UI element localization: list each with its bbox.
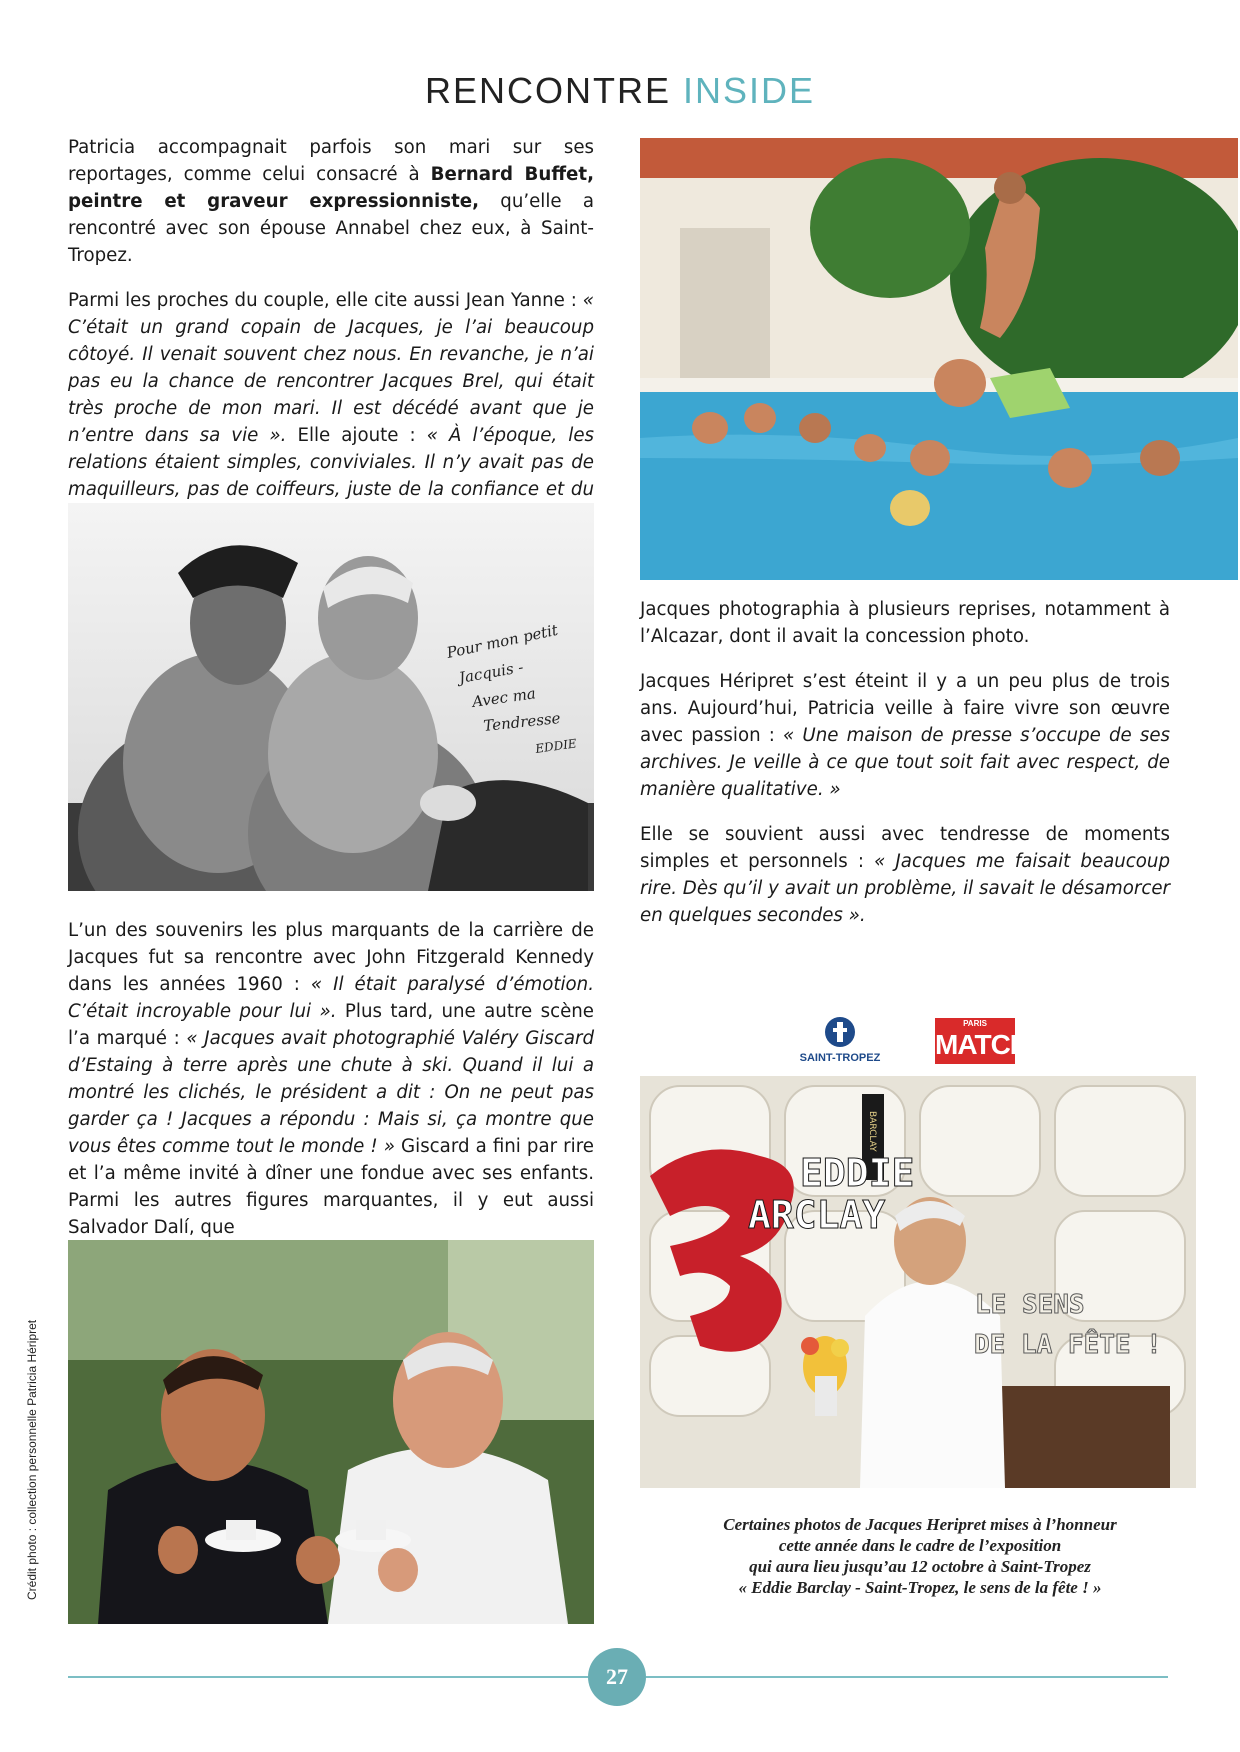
photo-belmondo-barclay-bw xyxy=(68,503,594,891)
bold-text: Bernard Buffet, peintre et graveur expressionniste, xyxy=(68,164,594,212)
poster-tagline-2: DE LA FÊTE ! xyxy=(974,1330,1162,1360)
caption-line: cette année dans le cadre de l’exposition xyxy=(778,1536,1062,1555)
text-run: qu’elle a rencontré avec son épouse Annabel chez eux, à Saint-Tropez. xyxy=(68,191,595,266)
poster-eddie-barclay xyxy=(640,1076,1196,1488)
paragraph xyxy=(640,668,1170,803)
saint-tropez-logo xyxy=(790,1016,890,1066)
section-header xyxy=(0,70,1240,112)
quote-text: « Il était paralysé d’émotion. C’était incroyable pour lui ». xyxy=(68,974,594,1022)
saint-tropez-logo-text: SAINT-TROPEZ xyxy=(799,1052,881,1064)
photo-credit: Crédit photo : collection personnelle Patricia Héripret xyxy=(25,1319,39,1600)
paragraph xyxy=(68,287,594,530)
paragraph xyxy=(640,821,1170,929)
caption-line: qui aura lieu jusqu’au 12 octobre à Saint-Tropez xyxy=(749,1557,1091,1576)
text-run: Parmi les proches du couple, elle cite aussi Jean Yanne : xyxy=(68,290,583,311)
exhibition-caption xyxy=(640,1514,1200,1598)
caption-line: « Eddie Barclay - Saint-Tropez, le sens de la fête ! » xyxy=(738,1578,1102,1597)
quote-text: « Jacques avait photographié Valéry Giscard d’Estaing à terre après une chute à ski. Quand il lui a montré les clichés, le président a dit : On ne peut pas garder ça ! Jacques a répondu : Mais si, ça montre que vous êtes comme tout le monde ! » xyxy=(68,1028,594,1157)
paris-match-logo xyxy=(935,1018,1030,1064)
paragraph xyxy=(68,917,594,1241)
page-number: 27 xyxy=(588,1648,646,1706)
paris-match-logo-small: PARIS xyxy=(963,1019,987,1028)
article-column-left-top xyxy=(68,134,594,548)
poster-book-label: BARCLAY xyxy=(867,1111,877,1152)
autograph-line: Tendresse xyxy=(482,708,562,735)
photo-coffee-color xyxy=(68,1240,594,1624)
header-word-rencontre: RENCONTRE xyxy=(424,70,671,111)
footer-rule-right xyxy=(646,1676,1168,1678)
poster-title-eddie: EDDIE xyxy=(800,1151,915,1195)
autograph-line: Pour mon petit xyxy=(445,620,560,662)
autograph-line: Jacquis - xyxy=(457,657,525,687)
photo-pool-scene xyxy=(640,138,1238,580)
poster-title-barclay: ARCLAY xyxy=(748,1193,886,1237)
text-run: L’un des souvenirs les plus marquants de la carrière de Jacques fut sa rencontre avec John Fitzgerald Kennedy dans les années 1960 : xyxy=(68,920,594,995)
text-run: Plus tard, une autre scène l’a marqué : xyxy=(68,1001,594,1049)
quote-text: « À l’époque, les relations étaient simples, conviviales. Il n’y avait pas de maquilleurs, pas de coiffeurs, juste de la confiance et du xyxy=(68,425,595,500)
paragraph: Jacques photographia à plusieurs reprises, notamment à l’Alcazar, dont il avait la concession photo. xyxy=(640,599,1170,647)
text-run: Elle se souvient aussi avec tendresse de moments simples et personnels : xyxy=(640,824,1170,872)
quote-text: « C’était un grand copain de Jacques, je l’ai beaucoup côtoyé. Il venait souvent chez nous. En revanche, je n’ai pas eu la chance de rencontrer Jacques Brel, qui était très proche de mon mari. Il est décédé avant que je n’entre dans sa vie ». xyxy=(68,290,594,446)
quote-text: « Une maison de presse s’occupe de ses archives. Je veille à ce que tout soit fait avec respect, de manière qualitative. » xyxy=(640,725,1170,800)
text-run: Patricia accompagnait parfois son mari sur ses reportages, comme celui consacré à xyxy=(68,137,594,185)
caption-line: Certaines photos de Jacques Heripret mises à l’honneur xyxy=(723,1515,1117,1534)
poster-tagline-1: LE SENS xyxy=(975,1290,1085,1320)
autograph-line: Avec ma xyxy=(471,684,537,711)
paragraph xyxy=(68,134,594,269)
text-run: Giscard a fini par rire et l’a même invité à dîner une fondue avec ses enfants. Parmi les autres figures marquantes, il y eut aussi Salvador Dalí, que xyxy=(68,1136,594,1238)
text-run: Jacques Héripret s’est éteint il y a un peu plus de trois ans. Aujourd’hui, Patricia veille à faire vivre son œuvre avec passion : xyxy=(640,671,1170,746)
article-column-left-mid xyxy=(68,917,594,1259)
article-column-right xyxy=(640,596,1170,947)
header-word-inside: INSIDE xyxy=(683,70,816,111)
autograph-signature: EDDIE xyxy=(534,736,578,756)
text-run: Elle ajoute : xyxy=(286,425,427,446)
footer-rule-left xyxy=(68,1676,588,1678)
quote-text: « Jacques me faisait beaucoup rire. Dès qu’il y avait un problème, il savait le désamorcer en quelques secondes ». xyxy=(640,851,1170,926)
paris-match-logo-big: MATCH xyxy=(935,1029,1030,1060)
saint-tropez-emblem-icon xyxy=(822,1016,858,1048)
